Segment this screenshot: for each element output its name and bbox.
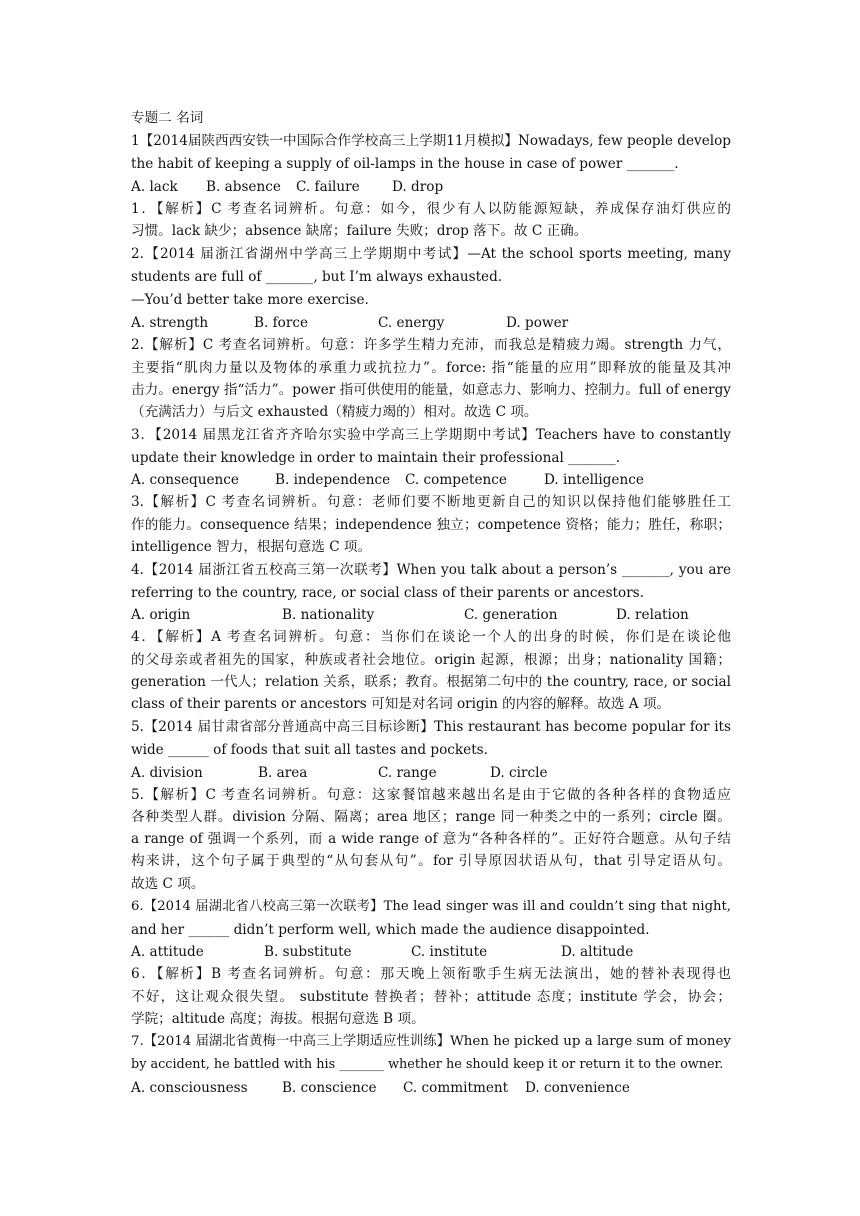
question-6-analysis-line-2: 不好，这让观众很失望。 substitute 替换者；替补；attitude 态度；institute 学会，协会； <box>131 989 731 1005</box>
question-7-option-d: D. convenience <box>525 1080 630 1096</box>
question-3-option-d: D. intelligence <box>544 472 644 488</box>
question-2-analysis-line-3: 击力。energy 指“活力”。power 指可供使用的能量，如意志力、影响力、控制力。full of energy <box>131 382 731 398</box>
question-1-option-d: D. drop <box>392 179 444 195</box>
question-4-option-a: A. origin <box>131 607 191 623</box>
question-4-analysis-line-1: 4．【解析】A 考查名词辨析。句意：当你们在谈论一个人的出身的时候，你们是在谈论他 <box>131 629 731 645</box>
question-3-analysis-line-2: 作的能力。consequence 结果；independence 独立；competence 资格；能力；胜任，称职； <box>131 517 731 533</box>
question-5-option-a: A. division <box>131 765 203 781</box>
question-4-analysis-line-3: generation 一代人；relation 关系，联系；教育。根据第二句中的 the country, race, or social <box>131 674 731 690</box>
question-7-option-a: A. consciousness <box>131 1080 248 1096</box>
question-4-option-c: C. generation <box>464 607 558 623</box>
question-4-stem-line-2: referring to the country, race, or social class of their parents or ancestors. <box>131 585 644 601</box>
question-2-option-a: A. strength <box>131 315 209 331</box>
question-5-stem-line-2: wide ______ of foods that suit all tastes and pockets. <box>131 742 488 758</box>
question-7-option-c: C. commitment <box>403 1080 509 1096</box>
question-2-option-b: B. force <box>254 315 309 331</box>
question-1-stem-line-2: the habit of keeping a supply of oil-lamps in the house in case of power _______. <box>131 156 679 172</box>
question-3-stem-line-2: update their knowledge in order to maintain their professional _______. <box>131 450 621 466</box>
question-3-option-c: C. competence <box>405 472 507 488</box>
question-5-analysis-line-2: 各种类型人群。division 分隔、隔离；area 地区；range 同一种类之中的一系列；circle 圈。 <box>131 809 731 825</box>
question-2-analysis-line-1: 2.【解析】C 考查名词辨析。句意：许多学生精力充沛，而我总是精疲力竭。strength 力气， <box>131 337 731 353</box>
question-5-analysis-line-4: 构来讲，这个句子属于典型的“从句套从句”。for 引导原因状语从句，that 引导定语从句。 <box>131 853 731 869</box>
question-4-analysis-line-2: 的父母亲或者祖先的国家，种族或者社会地位。origin 起源，根源；出身；nationality 国籍； <box>131 652 731 668</box>
question-6-option-d: D. altitude <box>561 944 634 960</box>
question-2-analysis-line-2: 主要指“肌肉力量以及物体的承重力或抗拉力”。force: 指“能量的应用”即释放的能量及其冲 <box>131 360 731 376</box>
question-7-option-b: B. conscience <box>282 1080 377 1096</box>
question-6-analysis-line-1: 6．【解析】B 考查名词辨析。句意：那天晚上领衔歌手生病无法演出，她的替补表现得也 <box>131 966 731 982</box>
question-2-stem-line-2: students are full of _______, but I’m always exhausted. <box>131 269 503 285</box>
section-title: 专题二 名词 <box>131 110 204 126</box>
question-5-stem-line-1: 5.【2014 届甘肃省部分普通高中高三目标诊断】This restaurant has become popular for its <box>131 719 731 735</box>
question-7-stem-line-2: by accident, he battled with his _______ whether he should keep it or return it to the owner. <box>131 1057 724 1072</box>
question-6-stem-line-2: and her ______ didn’t perform well, which made the audience disappointed. <box>131 922 650 938</box>
question-6-analysis-line-3: 学院；altitude 高度；海拔。根据句意选 B 项。 <box>131 1011 425 1027</box>
question-5-analysis-line-5: 故选 C 项。 <box>131 876 205 892</box>
question-3-analysis-line-1: 3.【解析】C 考查名词辨析。句意：老师们要不断地更新自己的知识以保持他们能够胜任工 <box>131 494 731 510</box>
question-2-stem-line-1: 2.【2014 届浙江省湖州中学高三上学期期中考试】—At the school sports meeting, many <box>131 246 731 262</box>
question-5-option-c: C. range <box>378 765 437 781</box>
question-1-option-b: B. absence <box>206 179 281 195</box>
question-4-analysis-line-4: class of their parents or ancestors 可知是对名词 origin 的内容的解释。故选 A 项。 <box>131 696 671 712</box>
question-1-analysis-line-1: 1．【解析】C 考查名词辨析。句意：如今，很少有人以防能源短缺，养成保存油灯供应的 <box>131 201 731 217</box>
question-3-stem-line-1: 3．【2014 届黑龙江省齐齐哈尔实验中学高三上学期期中考试】Teachers have to constantly <box>131 427 731 443</box>
question-2-option-d: D. power <box>506 315 569 331</box>
question-1-option-a: A. lack <box>131 179 178 195</box>
question-3-analysis-line-3: intelligence 智力，根据句意选 C 项。 <box>131 539 372 555</box>
question-4-option-b: B. nationality <box>282 607 375 623</box>
question-2-analysis-line-4: （充满活力）与后文 exhausted（精疲力竭的）相对。故选 C 项。 <box>131 404 538 420</box>
question-5-option-b: B. area <box>258 765 308 781</box>
question-5-analysis-line-3: a range of 强调一个系列，而 a wide range of 意为“各种各样的”。正好符合题意。从句子结 <box>131 831 731 847</box>
question-6-option-b: B. substitute <box>264 944 352 960</box>
question-2-stem-line-3: —You’d better take more exercise. <box>131 292 369 308</box>
question-3-option-b: B. independence <box>275 472 391 488</box>
question-5-analysis-line-1: 5.【解析】C 考查名词辨析。句意：这家餐馆越来越出名是由于它做的各种各样的食物适应 <box>131 787 731 803</box>
question-6-stem-line-1: 6.【2014 届湖北省八校高三第一次联考】The lead singer was ill and couldn’t sing that night, <box>131 899 731 914</box>
question-1-option-c: C. failure <box>296 179 360 195</box>
question-4-stem-line-1: 4.【2014 届浙江省五校高三第一次联考】When you talk about a person’s _______, you are <box>131 562 731 578</box>
question-4-option-d: D. relation <box>616 607 689 623</box>
question-2-option-c: C. energy <box>378 315 445 331</box>
question-6-option-c: C. institute <box>411 944 488 960</box>
question-1-stem-line-1: 1【2014届陕西西安铁一中国际合作学校高三上学期11月模拟】Nowadays, few people develop <box>131 133 731 149</box>
question-3-option-a: A. consequence <box>131 472 239 488</box>
question-5-option-d: D. circle <box>490 765 548 781</box>
question-1-analysis-line-2: 习惯。lack 缺少；absence 缺席；failure 失败；drop 落下。故 C 正确。 <box>131 223 588 239</box>
question-6-option-a: A. attitude <box>131 944 204 960</box>
question-7-stem-line-1: 7.【2014 届湖北省黄梅一中高三上学期适应性训练】When he picked up a large sum of money <box>131 1034 731 1049</box>
